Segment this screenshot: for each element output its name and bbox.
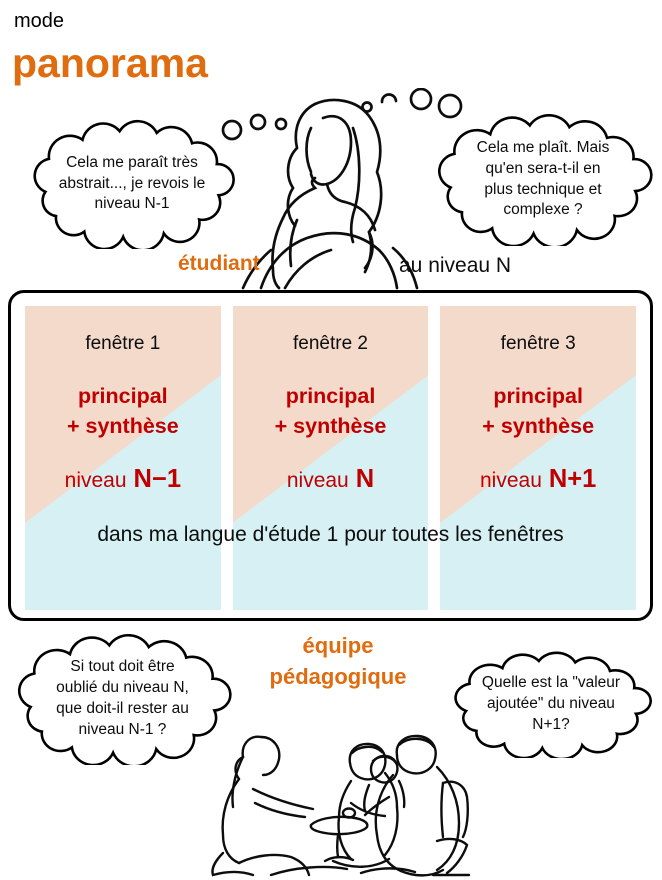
- window-panel-1: [25, 306, 221, 610]
- window-title: fenêtre 3: [500, 333, 576, 354]
- thought-text: Si tout doit être oublié du niveau N, que doit-il rester au niveau N-1 ?: [56, 658, 189, 738]
- window-level: niveau N: [286, 465, 375, 493]
- windows-box: [8, 290, 653, 621]
- window-panel-3: [440, 306, 636, 610]
- student-thought-left: [26, 119, 238, 249]
- window-panel-2: [233, 306, 429, 610]
- page-title: panorama: [12, 40, 208, 86]
- window-content: principal: [78, 384, 168, 408]
- window-level: niveau N−1: [64, 465, 182, 493]
- thought-text: Cela me plaît. Mais qu'en sera-t-il en plus technique et complexe ?: [476, 138, 610, 219]
- window-content: principal: [493, 384, 583, 408]
- student-level-label: au niveau N: [399, 254, 512, 277]
- window-content: + synthèse: [274, 414, 387, 438]
- mode-kicker: mode: [14, 10, 65, 32]
- team-thought-left: [10, 633, 235, 765]
- window-content: + synthèse: [66, 414, 179, 438]
- windows-row: [25, 306, 636, 610]
- window-level: niveau N+1: [479, 465, 597, 493]
- thought-text: Quelle est la "valeur ajoutée" du niveau N+1?: [481, 674, 621, 733]
- windows-caption: dans ma langue d'étude 1 pour toutes les fenêtres: [97, 523, 564, 546]
- window-title: fenêtre 2: [293, 333, 368, 354]
- window-content: + synthèse: [482, 414, 595, 438]
- window-content: principal: [285, 384, 376, 408]
- window-title: fenêtre 1: [85, 333, 161, 354]
- team-label: équipe pédagogique: [269, 633, 407, 690]
- team-thought-right: [447, 651, 655, 758]
- thought-text: Cela me paraît très abstrait..., je revois le niveau N-1: [58, 153, 206, 213]
- student-label: étudiant: [178, 252, 260, 275]
- student-thought-right: [430, 113, 656, 246]
